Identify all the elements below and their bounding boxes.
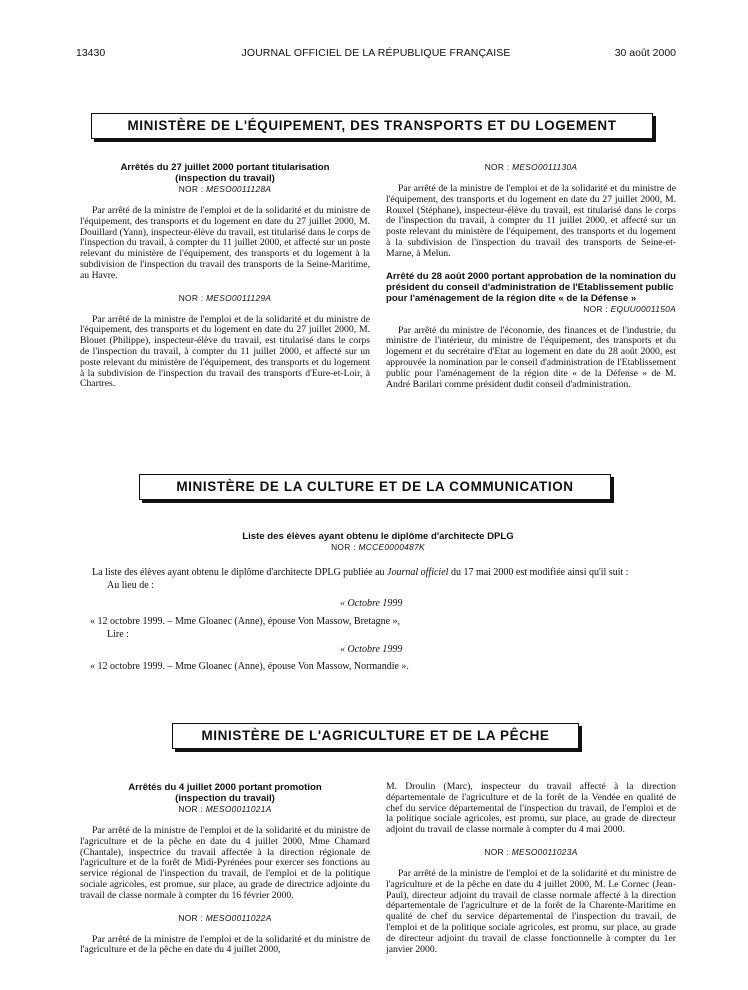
decree-paragraph: M. Droulin (Marc), inspecteur du travail affecté à la direction départementale de l'agriculture et de la forêt de la Vendée en qualité de chef du service départemental de l'inspection du travail, de l'emploi et de la politique sociale agricoles, est promu, sur place, au grade de directeur adjoint du travail de classe normale à compter du 4 mai 2000. xyxy=(386,781,676,836)
ministry-heading-culture: MINISTÈRE DE LA CULTURE ET DE LA COMMUNICATION xyxy=(139,474,611,500)
decree-title: Arrêté du 28 août 2000 portant approbation de la nomination du président du conseil d'administration de l'Etablissement public pour l'aménagement de la région dite « de la Défense » xyxy=(386,270,676,304)
page-header xyxy=(76,47,676,61)
decree-paragraph: Par arrêté de la ministre de l'emploi et de la solidarité et du ministre de l'équipement, des transports et du logement en date du 27 juillet 2000, M. Blouet (Philippe), inspecteur-élève du travail, est titularisé dans le corps de l'inspection du travail, à compter du 11 juillet 2000, et affecté sur un poste relevant du ministère de l'équipement, des transports et du logement à la subdivision de l'inspection du travail des transports d'Eure-et-Loir, à Chartres. xyxy=(80,313,370,390)
issue-date: 30 août 2000 xyxy=(614,47,676,59)
agriculture-right-column xyxy=(386,782,676,955)
list-entry: « 12 octobre 1999. – Mme Gloanec (Anne), épouse Von Massow, Normandie ». xyxy=(90,661,409,672)
decree-paragraph: Par arrêté de la ministre de l'emploi et de la solidarité et du ministre de l'agriculture et de la pêche en date du 4 juillet 2000, Mme Chamard (Chantale), inspectrice du travail affectée à la direction régionale de l'agriculture et de la forêt de Midi-Pyrénées pour exercer ses fonctions au service régional de l'inspection du travail, de l'emploi et de la politique sociale agricoles, est promue, sur place, au grade de directrice adjointe du travail de classe normale à compter du 16 février 2000. xyxy=(80,825,370,901)
journal-title: JOURNAL OFFICIEL DE LA RÉPUBLIQUE FRANÇAISE xyxy=(241,47,511,59)
decree-title: Arrêtés du 4 juillet 2000 portant promotion (inspection du travail) xyxy=(128,782,322,804)
nor-reference: NOR : MESO0011129A xyxy=(178,292,272,303)
list-entry: « 12 octobre 1999. – Mme Gloanec (Anne), épouse Von Massow, Bretagne », xyxy=(90,616,401,627)
agriculture-left-column xyxy=(80,782,370,956)
nor-reference: NOR : MESO0011130A xyxy=(484,162,578,172)
culture-intro: La liste des élèves ayant obtenu le diplôme d'architecte DPLG publiée au Journal officiel du 17 mai 2000 est modifiée ainsi qu'il suit : xyxy=(92,567,629,578)
ministry-heading-agriculture: MINISTÈRE DE L'AGRICULTURE ET DE LA PÊCHE xyxy=(172,723,579,749)
culture-title-block xyxy=(80,531,676,553)
nor-reference: NOR : MESO0011022A xyxy=(178,912,272,923)
equipement-right-column xyxy=(386,162,676,390)
list-title: Liste des élèves ayant obtenu le diplôme d'architecte DPLG xyxy=(242,531,514,542)
decree-title: Arrêtés du 27 juillet 2000 portant titularisation (inspection du travail) xyxy=(120,162,330,184)
nor-reference: NOR : EQUU0001150A xyxy=(583,303,676,314)
month-heading: « Octobre 1999 xyxy=(340,598,403,609)
ministry-heading-equipement: MINISTÈRE DE L'ÉQUIPEMENT, DES TRANSPORTS ET DU LOGEMENT xyxy=(91,113,653,139)
month-heading: « Octobre 1999 xyxy=(340,644,403,655)
nor-reference: NOR : MESO0011021A xyxy=(178,804,272,814)
nor-reference: NOR : MCCE0000487K xyxy=(331,542,425,552)
nor-reference: NOR : MESO0011128A xyxy=(178,184,272,194)
page-number: 13430 xyxy=(76,47,106,59)
decree-paragraph: Par arrêté du ministre de l'économie, des finances et de l'industrie, du ministre de l'intérieur, du ministre de l'équipement, des transports et du logement et du secrétaire d'Etat au logement en date du 28 août 2000, est approuvée la nomination par le conseil d'administration de l'Etablissement public pour l'aménagement de la région dite « de la Défense » de M. André Barilari comme président dudit conseil d'administration. xyxy=(386,324,676,390)
lire-label: Lire : xyxy=(107,629,129,640)
au-lieu-label: Au lieu de : xyxy=(107,580,154,591)
decree-paragraph: Par arrêté de la ministre de l'emploi et de la solidarité et du ministre de l'équipement, des transports et du logement en date du 27 juillet 2000, M. Rouxel (Stéphane), inspecteur-élève du travail, est titularisé dans le corps de l'inspection du travail, à compter du 11 juillet 2000, et affecté sur un poste relevant du ministère de l'équipement, des transports et du logement à la subdivision de l'inspection du travail des transports de Seine-et-Marne, à Melun. xyxy=(386,183,676,259)
decree-paragraph: Par arrêté de la ministre de l'emploi et de la solidarité et du ministre de l'équipement, des transports et du logement en date du 27 juillet 2000, M. Douillard (Yann), inspecteur-élève du travail, est titularisé dans le corps de l'inspection du travail, à compter du 11 juillet 2000, et affecté sur un poste relevant du ministère de l'équipement, des transports et du logement à la subdivision de l'inspection du travail des transports de la Seine-Maritime, au Havre. xyxy=(80,205,370,281)
equipement-left-column xyxy=(80,162,370,390)
decree-paragraph: Par arrêté de la ministre de l'emploi et de la solidarité et du ministre de l'agriculture et de la pêche en date du 4 juillet 2000, xyxy=(80,933,370,956)
nor-reference: NOR : MESO0011023A xyxy=(484,846,578,857)
decree-paragraph: Par arrêté de la ministre de l'emploi et de la solidarité et du ministre de l'agriculture et de la pêche en date du 4 juillet 2000, M. Le Cornec (Jean-Paul), directeur adjoint du travail de classe normale affecté à la direction départementale de l'agriculture et de la forêt de la Charente-Maritime en qualité de chef du service départemental de l'inspection du travail, de l'emploi et de la politique sociale agricoles, est promu, sur place, au grade de directeur adjoint du travail de classe fonctionnelle à compter du 1er janvier 2000. xyxy=(386,867,676,955)
